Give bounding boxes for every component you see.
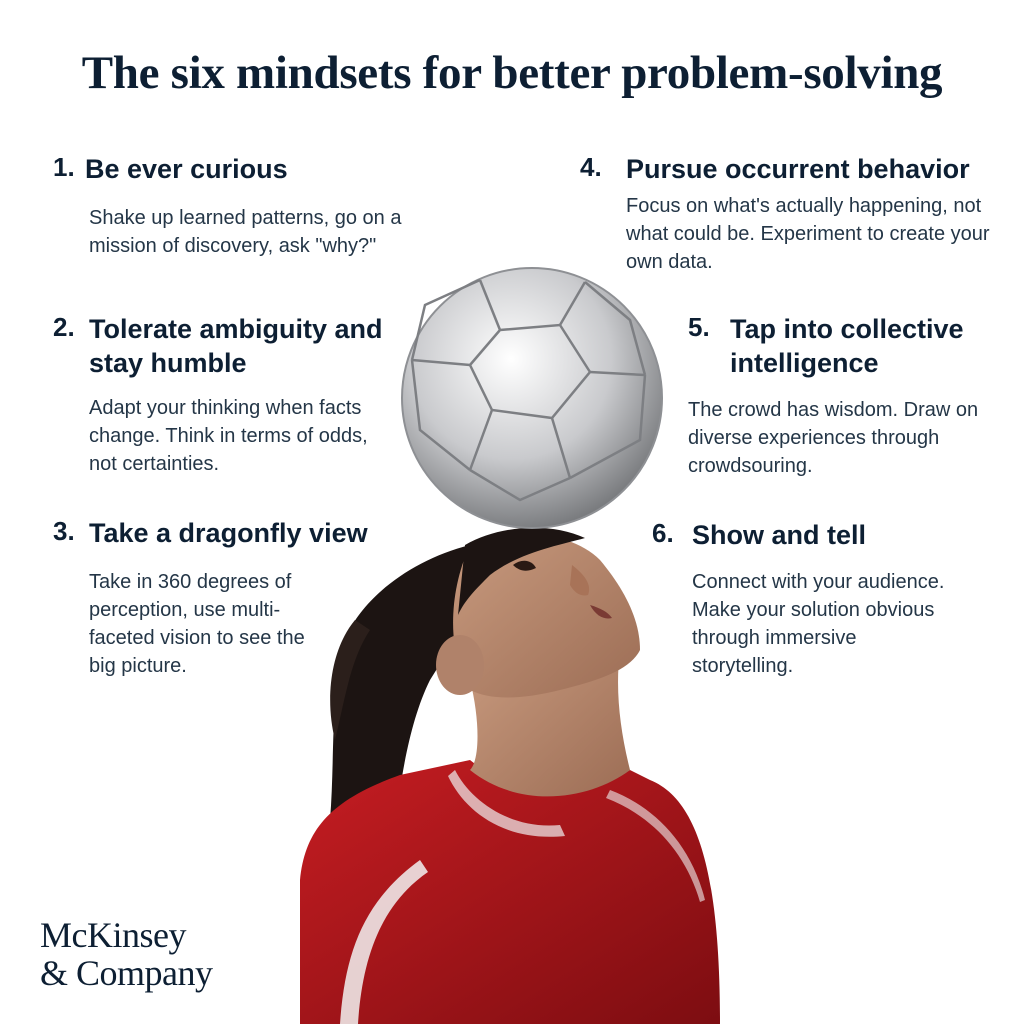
- mindset-description: Shake up learned patterns, go on a mission of discovery, ask "why?": [89, 207, 402, 257]
- mindset-heading: Tolerate ambiguity and stay humble: [89, 314, 383, 378]
- mindset-number: 1.: [53, 152, 75, 182]
- mindset-4: [580, 152, 1020, 276]
- mindset-number: 2.: [53, 312, 75, 342]
- mindset-1: [53, 152, 473, 260]
- mindset-number: 3.: [53, 516, 75, 546]
- page-title: The six mindsets for better problem-solving: [81, 47, 943, 99]
- mindset-description: Take in 360 degrees of perception, use multi-faceted vision to see the big picture.: [89, 571, 305, 677]
- mindset-description: Adapt your thinking when facts change. Think in terms of odds, not certainties.: [89, 397, 368, 475]
- mindset-heading: Show and tell: [692, 520, 867, 550]
- mindset-heading: Be ever curious: [85, 154, 288, 184]
- mindset-6: [652, 518, 992, 680]
- mindset-5: [688, 312, 1008, 480]
- jersey: [300, 760, 720, 1024]
- logo-line-2: & Company: [40, 953, 213, 993]
- mindset-number: 4.: [580, 152, 602, 182]
- mindset-description: The crowd has wisdom. Draw on diverse experiences through crowdsouring.: [688, 399, 979, 477]
- soccer-ball: [402, 268, 662, 528]
- mindset-heading: Pursue occurrent behavior: [626, 154, 970, 184]
- mindset-2: [53, 312, 393, 478]
- mindset-heading: Tap into collective intelligence: [730, 314, 964, 378]
- mindset-number: 6.: [652, 518, 674, 548]
- mindset-3: [53, 516, 413, 680]
- mindset-description: Connect with your audience. Make your solution obvious through immersive storytelling.: [692, 571, 945, 677]
- mindset-heading: Take a dragonfly view: [89, 518, 368, 548]
- mindset-description: Focus on what's actually happening, not what could be. Experiment to create your own data.: [626, 195, 990, 273]
- mindset-number: 5.: [688, 312, 710, 342]
- mckinsey-logo: [40, 916, 213, 992]
- logo-line-1: McKinsey: [40, 915, 186, 955]
